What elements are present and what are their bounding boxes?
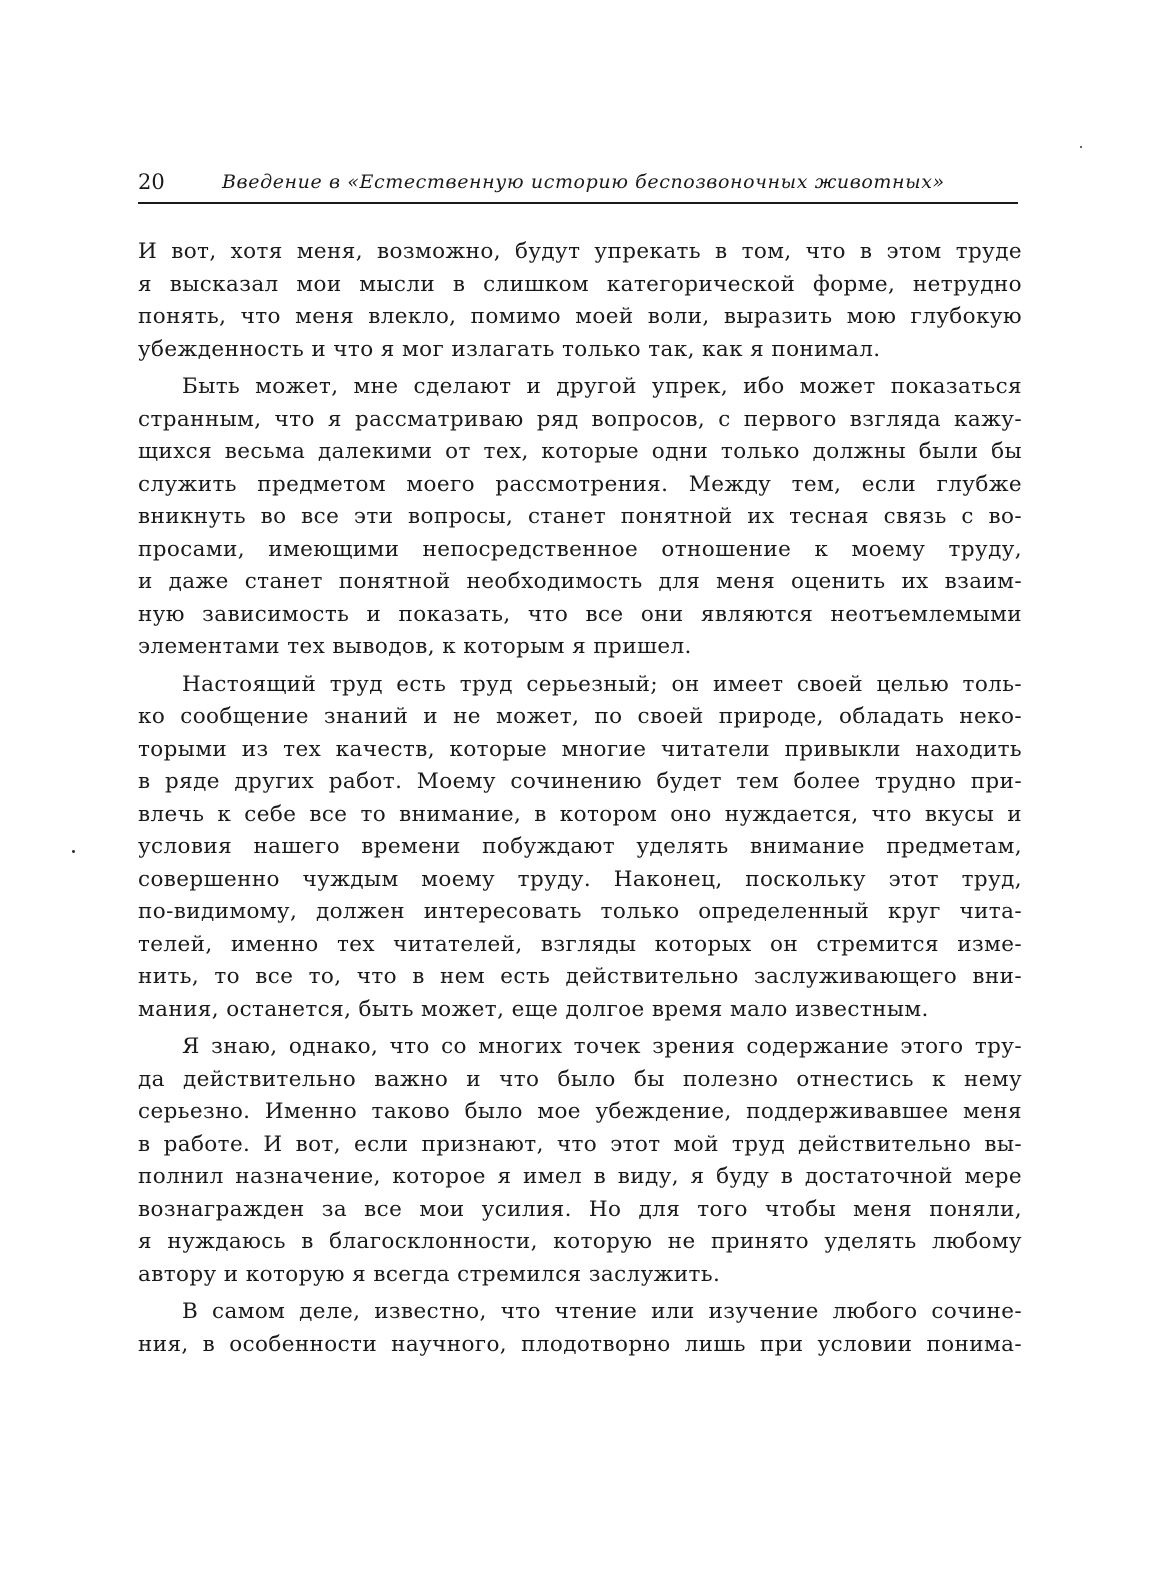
text-line: щихся весьма далекими от тех, которые одни только должны были бы bbox=[138, 439, 1022, 464]
paragraph-1 bbox=[138, 236, 1022, 366]
text-line: и даже станет понятной необходимость для меня оценить их взаим- bbox=[138, 569, 1022, 594]
text-line: убежденность и что я мог излагать только так, как я понимал. bbox=[138, 336, 881, 362]
text-line: телей, именно тех читателей, взгляды которых он стремится изме- bbox=[138, 931, 1022, 957]
text-line: просами, имеющими непосредственное отношение к моему труду, bbox=[138, 536, 1022, 562]
text-line: Я знаю, однако, что со многих точек зрения содержание этого тру- bbox=[182, 1034, 1022, 1059]
paragraph-5 bbox=[138, 1296, 1022, 1361]
text-line: Настоящий труд есть труд серьезный; он имеет своей целью толь- bbox=[182, 671, 1022, 697]
page-header bbox=[138, 168, 1018, 204]
paragraph-3 bbox=[138, 669, 1022, 1027]
text-line: нить, то все то, что в нем есть действительно заслуживающего вни- bbox=[138, 964, 1022, 989]
text-line: мания, останется, быть может, еще долгое время мало известным. bbox=[138, 996, 929, 1022]
text-line: я высказал мои мысли в слишком категорической форме, нетрудно bbox=[138, 271, 1022, 297]
scan-speck bbox=[72, 850, 75, 853]
text-line: В самом деле, известно, что чтение или изучение любого сочине- bbox=[182, 1299, 1022, 1324]
text-line: условия нашего времени побуждают уделять внимание предметам, bbox=[138, 834, 1022, 859]
text-line: понять, что меня влекло, помимо моей воли, выразить мою глубокую bbox=[138, 304, 1022, 329]
text-line: по-видимому, должен интересовать только определенный круг чита- bbox=[138, 899, 1022, 924]
text-line: вникнуть во все эти вопросы, станет понятной их тесная связь с во- bbox=[138, 504, 1022, 529]
text-line: влечь к себе все то внимание, в котором оно нуждается, что вкусы и bbox=[138, 801, 1022, 827]
text-line: совершенно чуждым моему труду. Наконец, поскольку этот труд, bbox=[138, 866, 1022, 892]
text-line: полнил назначение, которое я имел в виду, я буду в достаточной мере bbox=[138, 1164, 1022, 1189]
body-text bbox=[138, 236, 1022, 1366]
text-line: элементами тех выводов, к которым я пришел. bbox=[138, 634, 692, 659]
text-line: ную зависимость и показать, что все они являются неотъемлемыми bbox=[138, 601, 1022, 627]
scan-speck bbox=[1080, 146, 1082, 148]
text-line: торыми из тех качеств, которые многие читатели привыкли находить bbox=[138, 736, 1022, 762]
text-line: я нуждаюсь в благосклонности, которую не принято уделять любому bbox=[138, 1229, 1022, 1254]
text-line: серьезно. Именно таково было мое убеждение, поддерживавшее меня bbox=[138, 1099, 1022, 1124]
text-line: И вот, хотя меня, возможно, будут упрекать в том, что в этом труде bbox=[138, 239, 1022, 264]
text-line: ния, в особенности научного, плодотворно лишь при условии понима- bbox=[138, 1331, 1022, 1357]
text-line: Быть может, мне сделают и другой упрек, ибо может показаться bbox=[182, 374, 1022, 399]
text-line: служить предметом моего рассмотрения. Между тем, если глубже bbox=[138, 471, 1022, 497]
text-line: в работе. И вот, если признают, что этот мой труд действительно вы- bbox=[138, 1131, 1022, 1157]
paragraph-2 bbox=[138, 371, 1022, 664]
paragraph-4 bbox=[138, 1031, 1022, 1291]
text-line: вознагражден за все мои усилия. Но для того чтобы меня поняли, bbox=[138, 1196, 1022, 1222]
running-title: Введение в «Естественную историю беспозвоночных животных» bbox=[222, 171, 945, 193]
text-line: странным, что я рассматриваю ряд вопросов, с первого взгляда кажу- bbox=[138, 406, 1022, 432]
text-line: да действительно важно и что было бы полезно отнестись к нему bbox=[138, 1066, 1022, 1092]
text-line: автору и которую я всегда стремился заслужить. bbox=[138, 1261, 721, 1287]
page-number: 20 bbox=[138, 170, 165, 194]
text-line: в ряде других работ. Моему сочинению будет тем более трудно при- bbox=[138, 769, 1022, 794]
text-line: ко сообщение знаний и не может, по своей природе, обладать неко- bbox=[138, 704, 1022, 729]
